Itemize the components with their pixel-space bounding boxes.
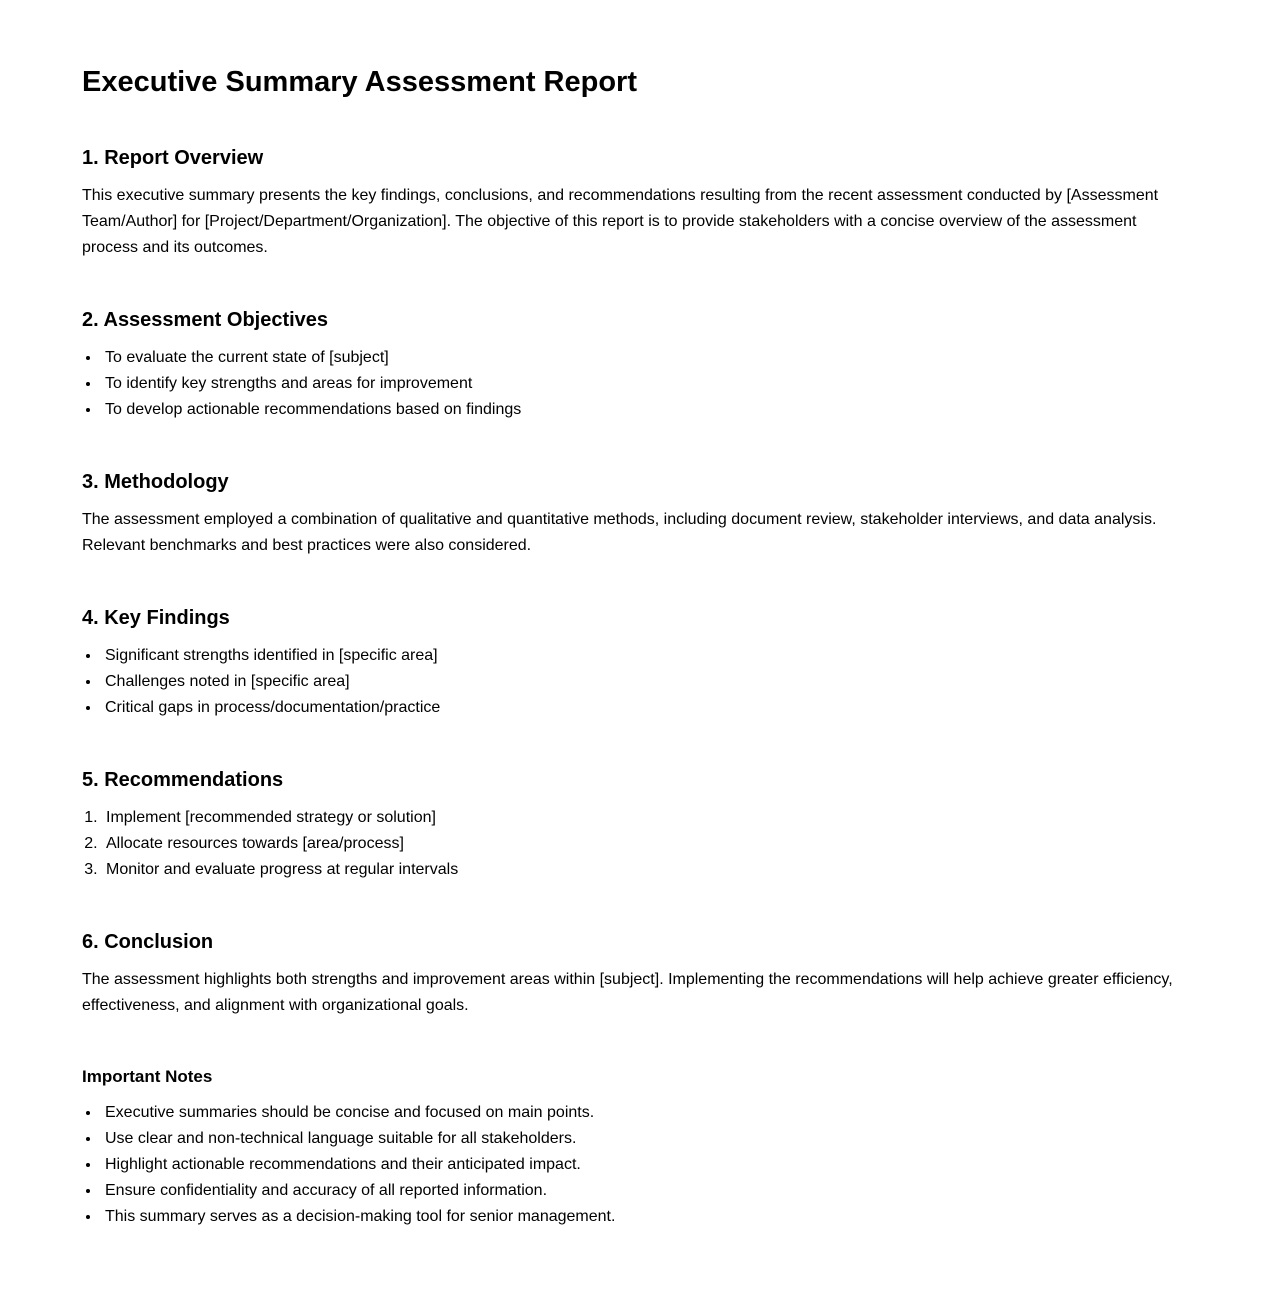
section-heading-recommendations: 5. Recommendations [82,769,284,791]
recommendations-list [82,805,1182,883]
methodology-paragraph: The assessment employed a combination of qualitative and quantitative methods, including document review, stakeholder interviews, and data analysis. Relevant benchmarks and best practices were also considered. [82,511,1157,554]
list-item: 3. Monitor and evaluate progress at regular intervals [102,857,1182,883]
section-heading-conclusion: 6. Conclusion [82,931,214,953]
list-item: • Executive summaries should be concise and focused on main points. [101,1100,1182,1126]
list-item: • Use clear and non-technical language suitable for all stakeholders. [101,1126,1182,1152]
list-item: • Critical gaps in process/documentation/practice [101,695,1182,721]
notes-heading: Important Notes [82,1067,213,1086]
section-heading-assessment-objectives: 2. Assessment Objectives [82,309,329,331]
section-heading-key-findings: 4. Key Findings [82,607,230,629]
section-methodology [82,470,1182,559]
list-item: • To identify key strengths and areas for improvement [101,371,1182,397]
key-findings-list [82,643,1182,721]
section-key-findings [82,606,1182,721]
important-notes-list [82,1100,1182,1230]
report-overview-paragraph: This executive summary presents the key findings, conclusions, and recommendations resulting from the recent assessment conducted by [Assessment Team/Author] for [Project/Department/Organization]. The objective of this report is to provide stakeholders with a concise overview of the assessment process and its outcomes. [82,187,1159,256]
list-item: • Significant strengths identified in [specific area] [101,643,1182,669]
list-item: • This summary serves as a decision-making tool for senior management. [101,1204,1182,1230]
section-important-notes [82,1066,1182,1230]
section-recommendations [82,768,1182,883]
assessment-objectives-list [82,345,1182,423]
list-item: 1. Implement [recommended strategy or solution] [102,805,1182,831]
list-item: • Ensure confidentiality and accuracy of all reported information. [101,1178,1182,1204]
list-item: • Highlight actionable recommendations and their anticipated impact. [101,1152,1182,1178]
section-heading-methodology: 3. Methodology [82,471,229,493]
conclusion-paragraph: The assessment highlights both strengths and improvement areas within [subject]. Implementing the recommendations will help achieve greater efficiency, effectiveness, and alignment with organizational goals. [82,971,1173,1014]
section-report-overview [82,146,1182,261]
page-title: Executive Summary Assessment Report [82,66,637,98]
list-item: 2. Allocate resources towards [area/process] [102,831,1182,857]
list-item: • Challenges noted in [specific area] [101,669,1182,695]
section-heading-report-overview: 1. Report Overview [82,147,264,169]
section-conclusion [82,930,1182,1019]
list-item: • To develop actionable recommendations based on findings [101,397,1182,423]
section-assessment-objectives [82,308,1182,423]
list-item: • To evaluate the current state of [subject] [101,345,1182,371]
